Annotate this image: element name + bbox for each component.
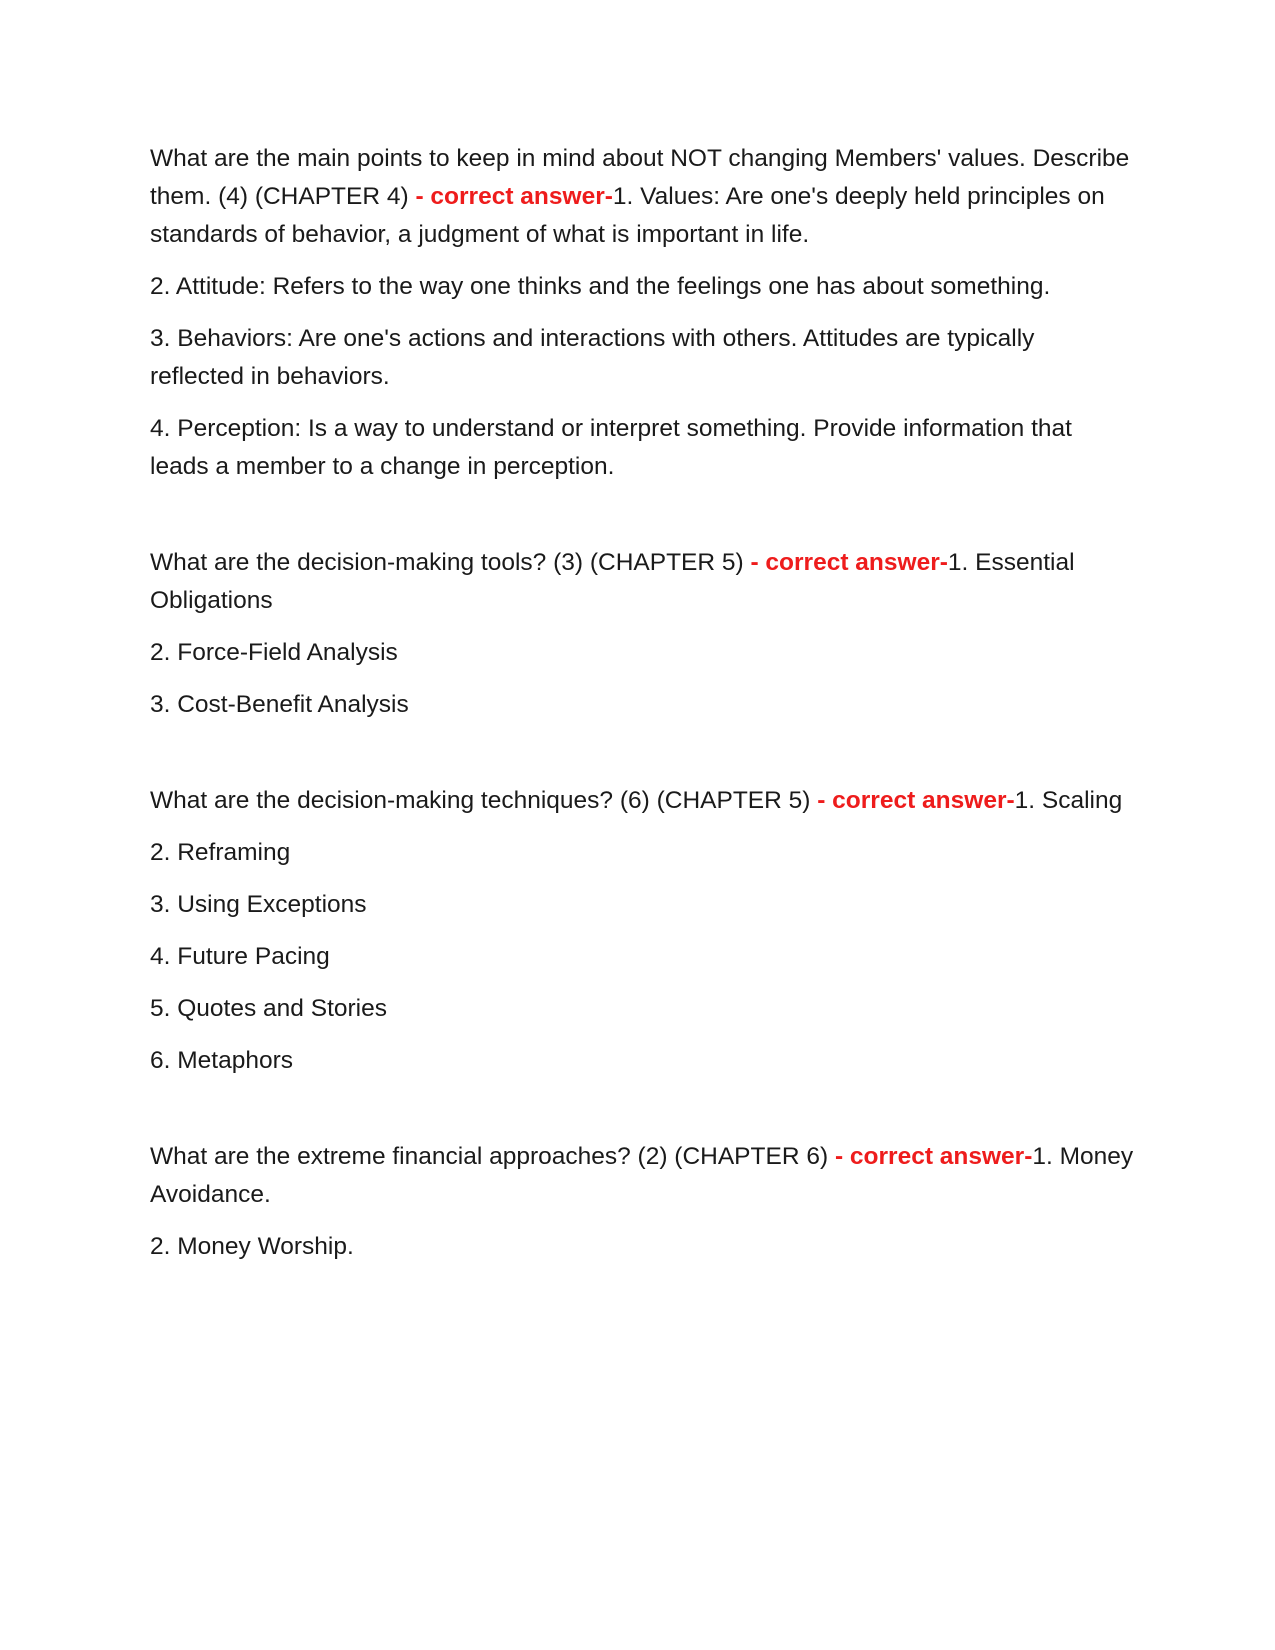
question-text: What are the main points to keep in mind about NOT changing Members' values. Describe them. (4) (CHAPTER 4) [150,145,1130,210]
answer-item: 3. Cost-Benefit Analysis [150,691,409,718]
qa-block-decision-tools [150,544,1135,724]
qa-block-financial-approaches [150,1138,1135,1266]
correct-answer-marker: - correct answer- [817,787,1015,814]
question-paragraph [150,544,1135,620]
answer-item: 4. Perception: Is a way to understand or interpret something. Provide information that leads a member to a change in perception. [150,415,1072,480]
question-text: What are the decision-making techniques? (6) (CHAPTER 5) [150,787,818,814]
section-spacer [150,738,1135,782]
correct-answer-marker: - correct answer- [834,1143,1033,1170]
answer-item: 6. Metaphors [150,1047,293,1074]
section-spacer [150,500,1135,544]
answer-item: 2. Reframing [150,839,291,866]
qa-block-decision-techniques [150,782,1135,1080]
answer-item: 2. Attitude: Refers to the way one thinks and the feelings one has about something. [150,273,1051,300]
answer-item: 1. Money Avoidance. [150,1143,1134,1208]
section-spacer [150,1094,1135,1138]
answer-item: 2. Force-Field Analysis [150,639,398,666]
document-body [150,140,1135,1280]
question-paragraph [150,1138,1135,1214]
correct-answer-marker: - correct answer- [415,183,613,210]
question-text: What are the decision-making tools? (3) (CHAPTER 5) [150,549,751,576]
answer-item: 1. Scaling [1014,787,1123,814]
answer-item: 4. Future Pacing [150,943,330,970]
answer-item: 2. Money Worship. [150,1233,354,1260]
answer-item: 3. Behaviors: Are one's actions and interactions with others. Attitudes are typically reflected in behaviors. [150,325,1035,390]
answer-item: 5. Quotes and Stories [150,995,387,1022]
qa-block-values [150,140,1135,486]
correct-answer-marker: - correct answer- [750,549,948,576]
answer-item: 3. Using Exceptions [150,891,367,918]
answer-item: 1. Essential Obligations [150,549,1075,614]
answer-item: 1. Values: Are one's deeply held principles on standards of behavior, a judgment of what is important in life. [150,183,1105,248]
question-paragraph [150,140,1135,254]
question-text: What are the extreme financial approaches? (2) (CHAPTER 6) [150,1143,835,1170]
question-paragraph [150,782,1135,820]
